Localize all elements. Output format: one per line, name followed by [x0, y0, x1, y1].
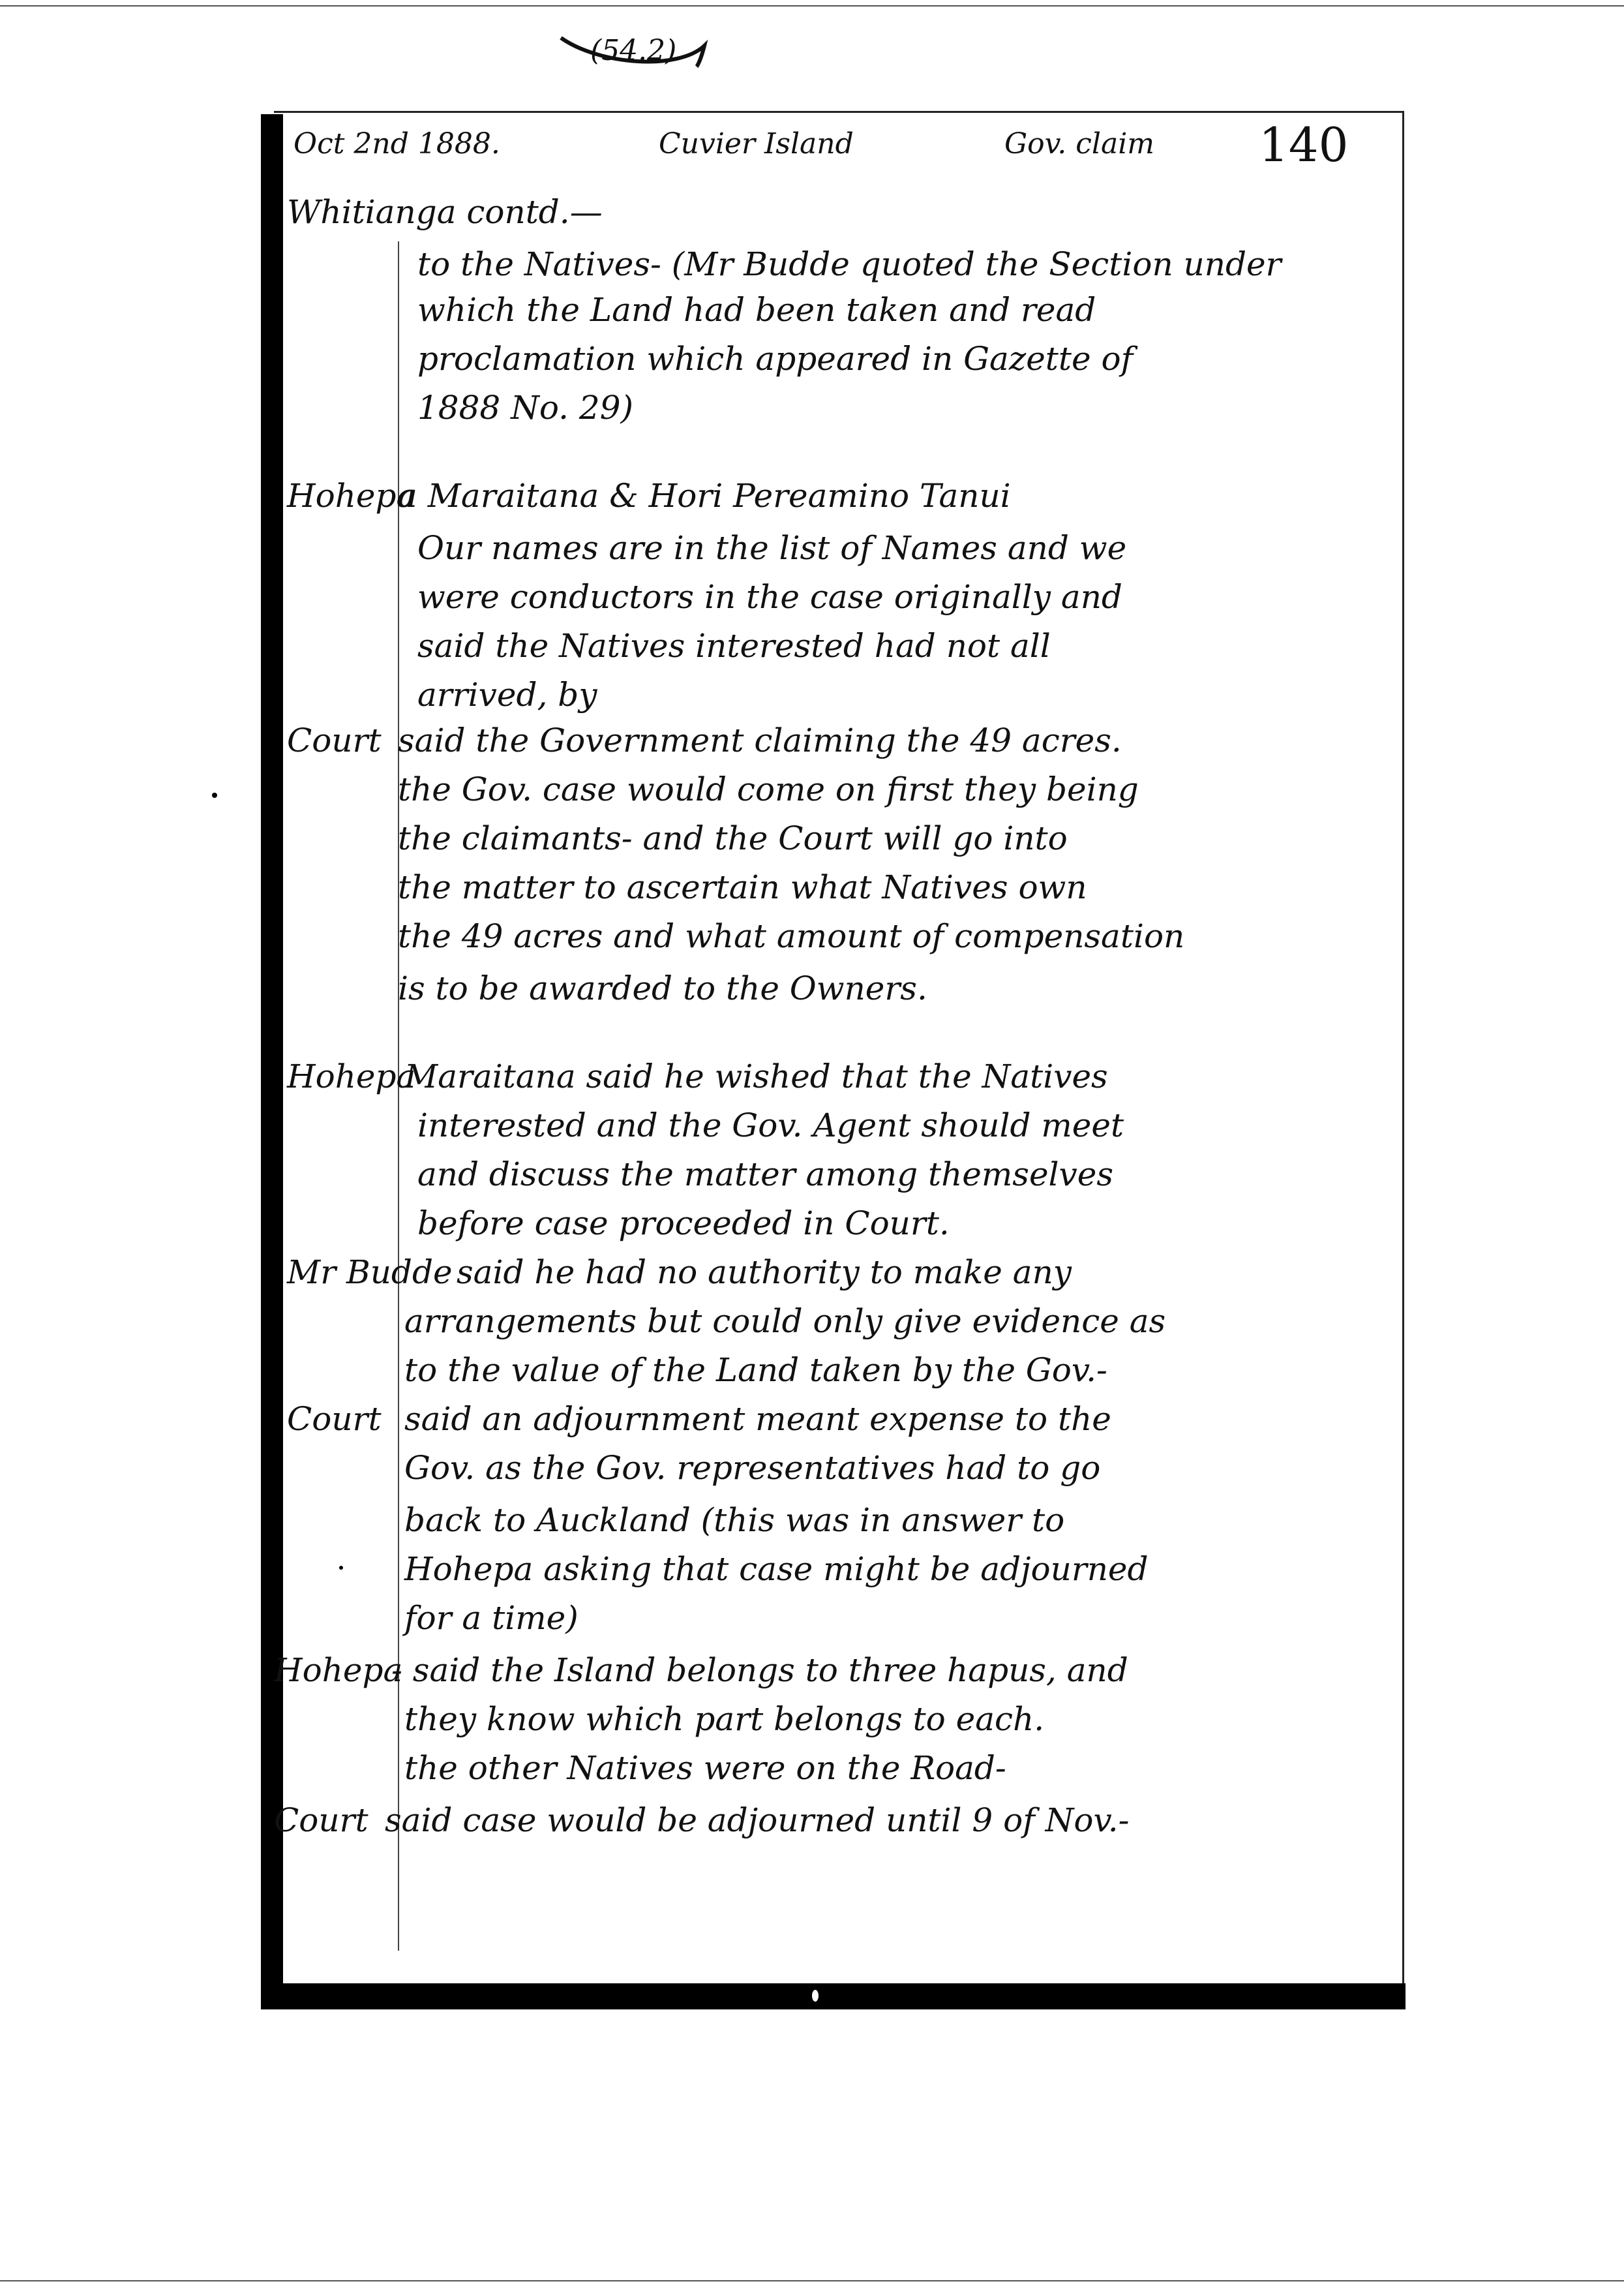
entry-line: said case would be adjourned until 9 of Nov.- [385, 1801, 1130, 1839]
entry-line: Our names are in the list of Names and we [417, 529, 1127, 567]
entry-line: to the Natives- (Mr Budde quoted the Section under [417, 245, 1282, 283]
ink-speck [212, 793, 217, 798]
binding-spine [261, 114, 283, 1993]
entry-line: the claimants- and the Court will go into [398, 819, 1068, 857]
entry-line: said an adjournment meant expense to the [404, 1400, 1111, 1438]
speaker-name: Hohepa [287, 477, 416, 515]
entry-line: - said the Island belongs to three hapus, and [391, 1651, 1128, 1689]
entry-line: said the Natives interested had not all [417, 627, 1051, 665]
speaker-name: Mr Budde [287, 1253, 453, 1291]
entry-line: were conductors in the case originally and [417, 578, 1122, 616]
entry-line: said he had no authority to make any [457, 1253, 1072, 1291]
entry-line: and discuss the matter among themselves [417, 1155, 1114, 1193]
entry-line: for a time) [404, 1599, 579, 1637]
stamp-text: (54.2) [590, 34, 677, 67]
section-title: Whitianga contd.— [287, 193, 603, 231]
punch-hole [812, 1990, 819, 2002]
speaker-name: Court [287, 722, 382, 759]
scan-bottom-line [0, 2280, 1624, 2281]
entry-line: proclamation which appeared in Gazette of [417, 340, 1134, 378]
entry-line: arrived, by [417, 676, 597, 714]
entry-line: the other Natives were on the Road- [404, 1749, 1006, 1787]
entry-line: the Gov. case would come on first they being [398, 770, 1139, 808]
entry-line: said the Government claiming the 49 acres. [398, 722, 1122, 759]
entry-line: Maraitana said he wished that the Natives [404, 1058, 1108, 1095]
entry-line: back to Auckland (this was in answer to [404, 1501, 1065, 1539]
entry-line: is to be awarded to the Owners. [398, 969, 927, 1007]
scan-top-line [0, 5, 1624, 7]
entry-line: arrangements but could only give evidence as [404, 1302, 1166, 1340]
entry-line: the 49 acres and what amount of compensation [398, 917, 1185, 955]
entry-line: 1888 No. 29) [417, 389, 634, 427]
header-claim: Gov. claim [1004, 127, 1154, 160]
entry-line: before case proceeded in Court. [417, 1204, 950, 1242]
entry-line: to the value of the Land taken by the Gov.- [404, 1351, 1107, 1389]
speaker-name: Hohepa [274, 1651, 403, 1689]
page-number: 140 [1259, 117, 1349, 172]
header-place: Cuvier Island [659, 127, 854, 160]
header-date: Oct 2nd 1888. [293, 127, 500, 160]
speaker-name: Court [287, 1400, 382, 1438]
ink-speck [339, 1566, 343, 1570]
speaker-name: Court [274, 1801, 368, 1839]
speaker-name: Hohepa [287, 1058, 416, 1095]
entry-line: interested and the Gov. Agent should meet [417, 1106, 1124, 1144]
entry-line: they know which part belongs to each. [404, 1700, 1045, 1738]
entry-line: Gov. as the Gov. representatives had to go [404, 1449, 1101, 1487]
entry-line: which the Land had been taken and read [417, 291, 1096, 329]
binding-bottom-band [261, 1983, 1406, 2009]
entry-line: Hohepa asking that case might be adjourned [404, 1550, 1149, 1588]
entry-line: a Maraitana & Hori Pereamino Tanui [398, 477, 1011, 515]
entry-line: the matter to ascertain what Natives own [398, 868, 1087, 906]
